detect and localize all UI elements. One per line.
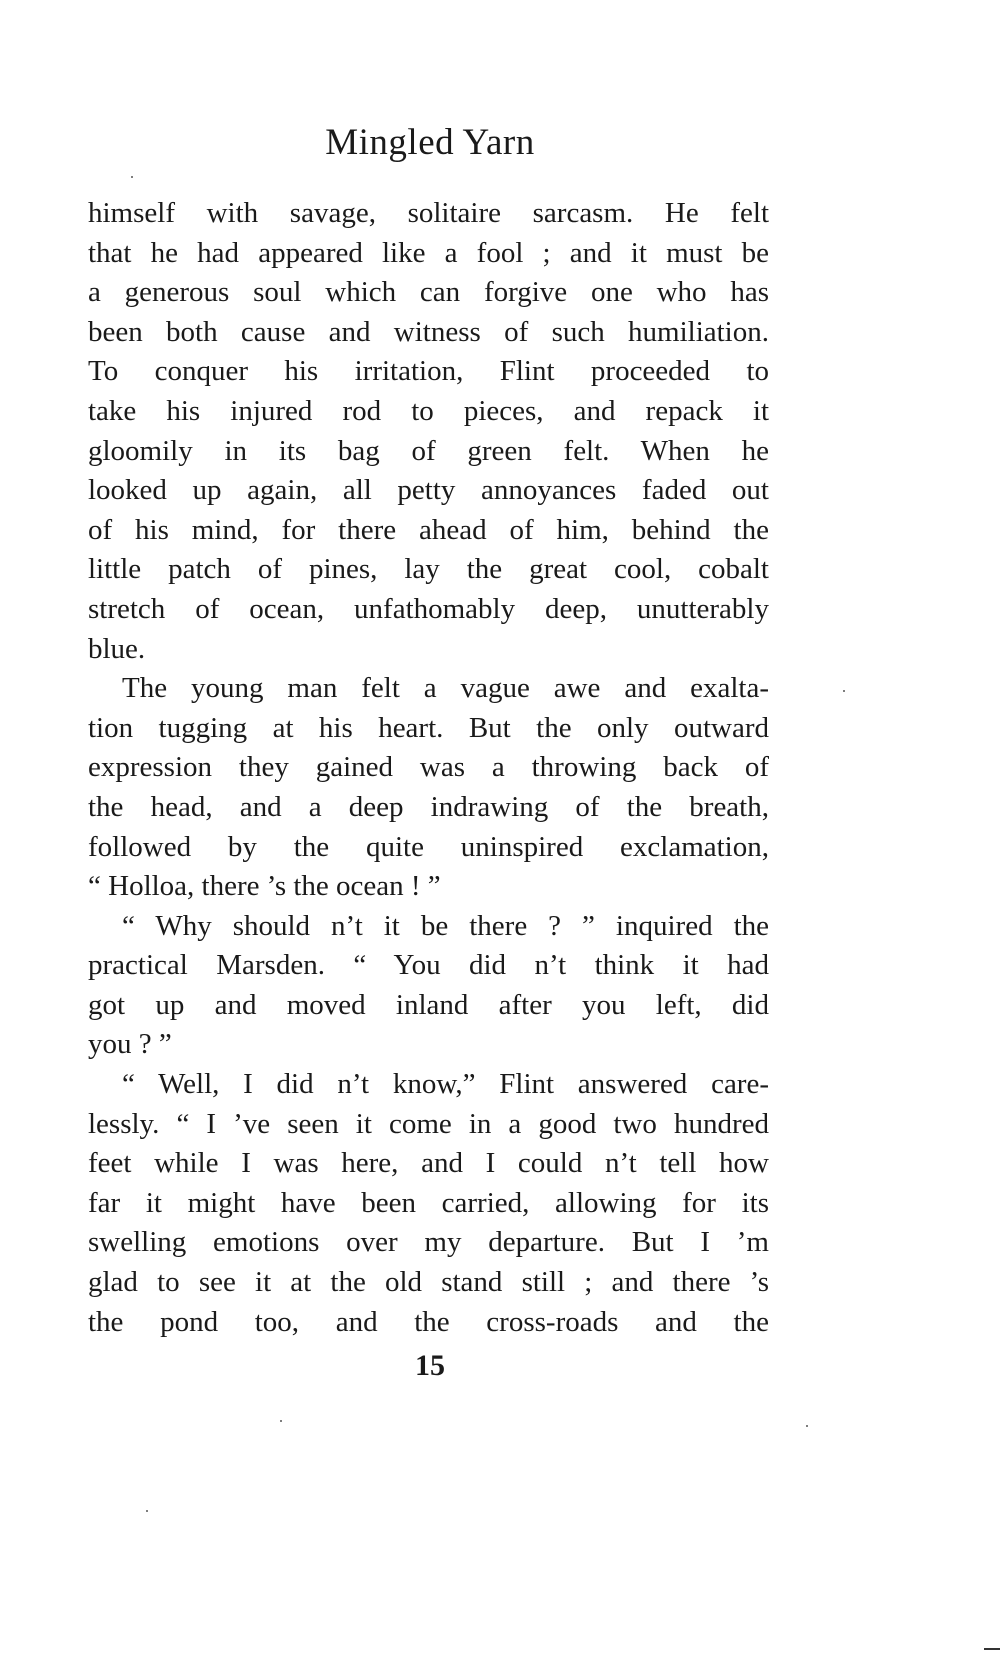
text-line: followed by the quite uninspired exclamation,	[88, 830, 769, 863]
text-line: got up and moved inland after you left, did	[88, 988, 769, 1021]
text-line: swelling emotions over my departure. But I ’m	[88, 1226, 769, 1259]
paper-speck	[806, 1425, 808, 1427]
text-line: To conquer his irritation, Flint proceeded to	[88, 355, 769, 388]
text-line: you ? ”	[88, 1028, 172, 1061]
text-line: “ Why should n’t it be there ? ” inquired the	[122, 909, 769, 942]
paper-speck	[843, 690, 845, 692]
text-line: expression they gained was a throwing back of	[88, 751, 769, 784]
text-line: been both cause and witness of such humiliation.	[88, 315, 769, 348]
text-line: far it might have been carried, allowing for its	[88, 1186, 769, 1219]
paper-speck	[131, 176, 133, 178]
text-line: tion tugging at his heart. But the only outward	[88, 711, 769, 744]
text-line: practical Marsden. “ You did n’t think it had	[88, 949, 769, 982]
text-line: stretch of ocean, unfathomably deep, unutterably	[88, 592, 769, 625]
text-line: a generous soul which can forgive one who has	[88, 276, 769, 309]
text-line: blue.	[88, 632, 146, 665]
text-line: take his injured rod to pieces, and repack it	[88, 394, 769, 427]
edge-mark	[984, 1648, 1000, 1650]
text-line: “ Well, I did n’t know,” Flint answered care-	[122, 1068, 769, 1101]
text-line: “ Holloa, there ’s the ocean ! ”	[88, 870, 441, 903]
text-line: lessly. “ I ’ve seen it come in a good two hundred	[88, 1107, 769, 1140]
text-line: gloomily in its bag of green felt. When he	[88, 434, 769, 467]
text-line: that he had appeared like a fool ; and it must be	[88, 236, 769, 269]
text-line: The young man felt a vague awe and exalta-	[122, 672, 769, 705]
text-line: feet while I was here, and I could n’t tell how	[88, 1147, 769, 1180]
text-line: looked up again, all petty annoyances faded out	[88, 474, 769, 507]
text-line: glad to see it at the old stand still ; and there ’s	[88, 1266, 769, 1299]
text-line: of his mind, for there ahead of him, behind the	[88, 513, 769, 546]
text-line: little patch of pines, lay the great cool, cobalt	[88, 553, 769, 586]
text-line: the pond too, and the cross-roads and the	[88, 1305, 769, 1338]
text-line: himself with savage, solitaire sarcasm. He felt	[88, 197, 769, 229]
running-head: Mingled Yarn	[325, 122, 535, 163]
text-line: the head, and a deep indrawing of the breath,	[88, 790, 769, 823]
paper-speck	[146, 1510, 148, 1512]
page-number: 15	[415, 1349, 445, 1382]
body-text	[88, 194, 769, 1342]
paper-speck	[280, 1420, 282, 1422]
